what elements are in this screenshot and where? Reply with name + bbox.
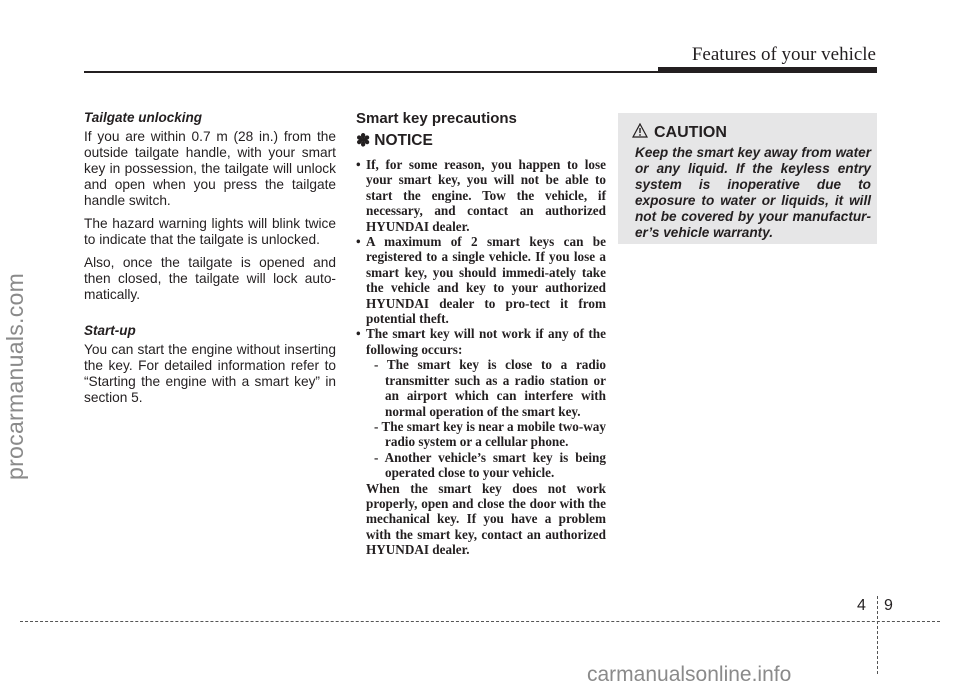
notice-label: NOTICE (374, 132, 433, 149)
notice-item (356, 157, 606, 234)
caution-title: CAUTION (654, 124, 727, 141)
left-column (84, 110, 336, 413)
bottom-watermark: carmanualsonline.info (587, 663, 792, 686)
footer-divider (877, 596, 878, 674)
caution-heading (632, 123, 727, 143)
notice-subitem: - The smart key is near a mobile two-way radio system or a cellular phone. (374, 418, 606, 450)
notice-heading (356, 131, 606, 151)
notice-sublist (366, 357, 606, 480)
smart-key-precautions-title: Smart key precautions (356, 110, 517, 127)
bullet-mark: • (356, 157, 361, 172)
caution-box (618, 113, 877, 244)
middle-column (356, 110, 606, 558)
tailgate-unlocking-heading: Tailgate unlocking (84, 110, 203, 125)
page-header-title: Features of your vehicle (691, 44, 876, 65)
bullet-mark: • (356, 326, 361, 342)
warning-triangle-icon (632, 123, 648, 143)
header-rule-accent (658, 67, 877, 73)
notice-subitem: - The smart key is close to a radio transmitter such as a radio station or an airport which can interfere with normal operation of the smart key. (374, 357, 606, 419)
notice-item (356, 234, 606, 326)
notice-item-text: The smart key will not work if any of the following occurs: (366, 326, 606, 357)
notice-item-text: If, for some reason, you happen to lose your smart key, you will not be able to start the engine. Tow the vehicle, if necessary, and contact an authorized HYUNDAI dealer. (366, 157, 606, 234)
start-up-paragraph: You can start the engine without inserting the key. For detailed information refer to “Starting the engine with a smart key” in section 5. (84, 342, 336, 405)
tailgate-paragraph-3: Also, once the tailgate is opened and then closed, the tailgate will lock auto-matically. (84, 255, 336, 302)
notice-star-icon: ✽ (356, 131, 371, 150)
chapter-number: 4 (857, 597, 866, 614)
notice-item (356, 326, 606, 480)
footer-rule (20, 621, 940, 622)
caution-text: Keep the smart key away from water or any liquid. If the keyless entry system is inoperative due to exposure to water or liquids, it will not be covered by your manufactur-er’s vehicle warranty. (635, 145, 871, 240)
notice-list (356, 157, 606, 558)
tailgate-paragraph-2: The hazard warning lights will blink twice to indicate that the tailgate is unlocked. (84, 216, 336, 247)
notice-item-text: A maximum of 2 smart keys can be registered to a single vehicle. If you lose a smart key, you should immedi-ately take the vehicle and key to your authorized HYUNDAI dealer to pro-tect it from potential theft. (366, 234, 606, 327)
notice-closing-text: When the smart key does not work properly, open and close the door with the mechanical key. If you have a problem with the smart key, contact an authorized HYUNDAI dealer. (366, 480, 606, 558)
tailgate-paragraph-1: If you are within 0.7 m (28 in.) from the outside tailgate handle, with your smart key in possession, the tailgate will unlock and open when you press the tailgate handle switch. (84, 129, 336, 208)
notice-subitem: - Another vehicle’s smart key is being operated close to your vehicle. (374, 449, 606, 481)
start-up-heading: Start-up (84, 323, 136, 338)
header-rule (84, 71, 664, 73)
page-number: 9 (884, 597, 893, 614)
bullet-mark: • (356, 234, 361, 250)
